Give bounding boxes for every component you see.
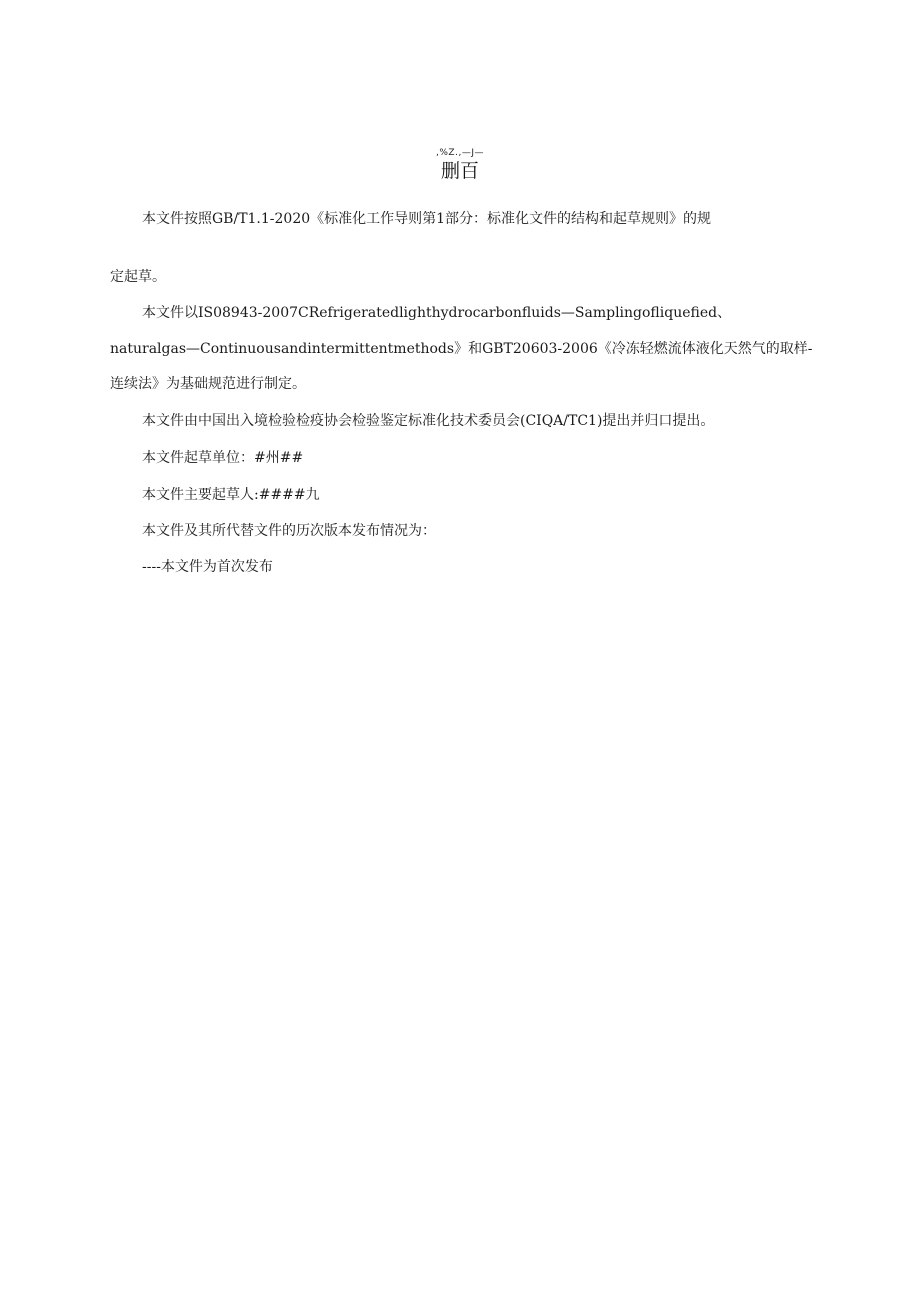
drafting-unit-line: 本文件起草单位：#州## xyxy=(142,450,304,466)
main-drafters-line: 本文件主要起草人:####九 xyxy=(142,487,320,503)
paragraph-line-2: 定起草。 xyxy=(110,269,166,285)
first-release-line: ----本文件为首次发布 xyxy=(142,559,273,575)
page-title: 删百 xyxy=(440,160,479,182)
paragraph-line-4: naturalgas—Continuousandintermittentmethods》和GBT20603-2006《冷冻轻燃流体液化天然气的取样- xyxy=(110,341,813,357)
paragraph-line-6: 本文件由中国出入境检验检疫协会检验鉴定标准化技术委员会(CIQA/TC1)提出并归口提出。 xyxy=(142,413,715,429)
paragraph-line-1: 本文件按照GB/T1.1-2020《标准化工作导则第1部分：标准化文件的结构和起草规则》的规 xyxy=(142,211,712,227)
paragraph-line-5: 连续法》为基础规范进行制定。 xyxy=(110,376,306,392)
paragraph-line-3: 本文件以IS08943-2007CRefrigeratedlighthydrocarbonfluids—Samplingofliquefied、 xyxy=(142,305,732,321)
version-history-line: 本文件及其所代替文件的历次版本发布情况为： xyxy=(142,523,436,539)
heading-artifact: ,%Z.,—J— xyxy=(436,148,484,158)
